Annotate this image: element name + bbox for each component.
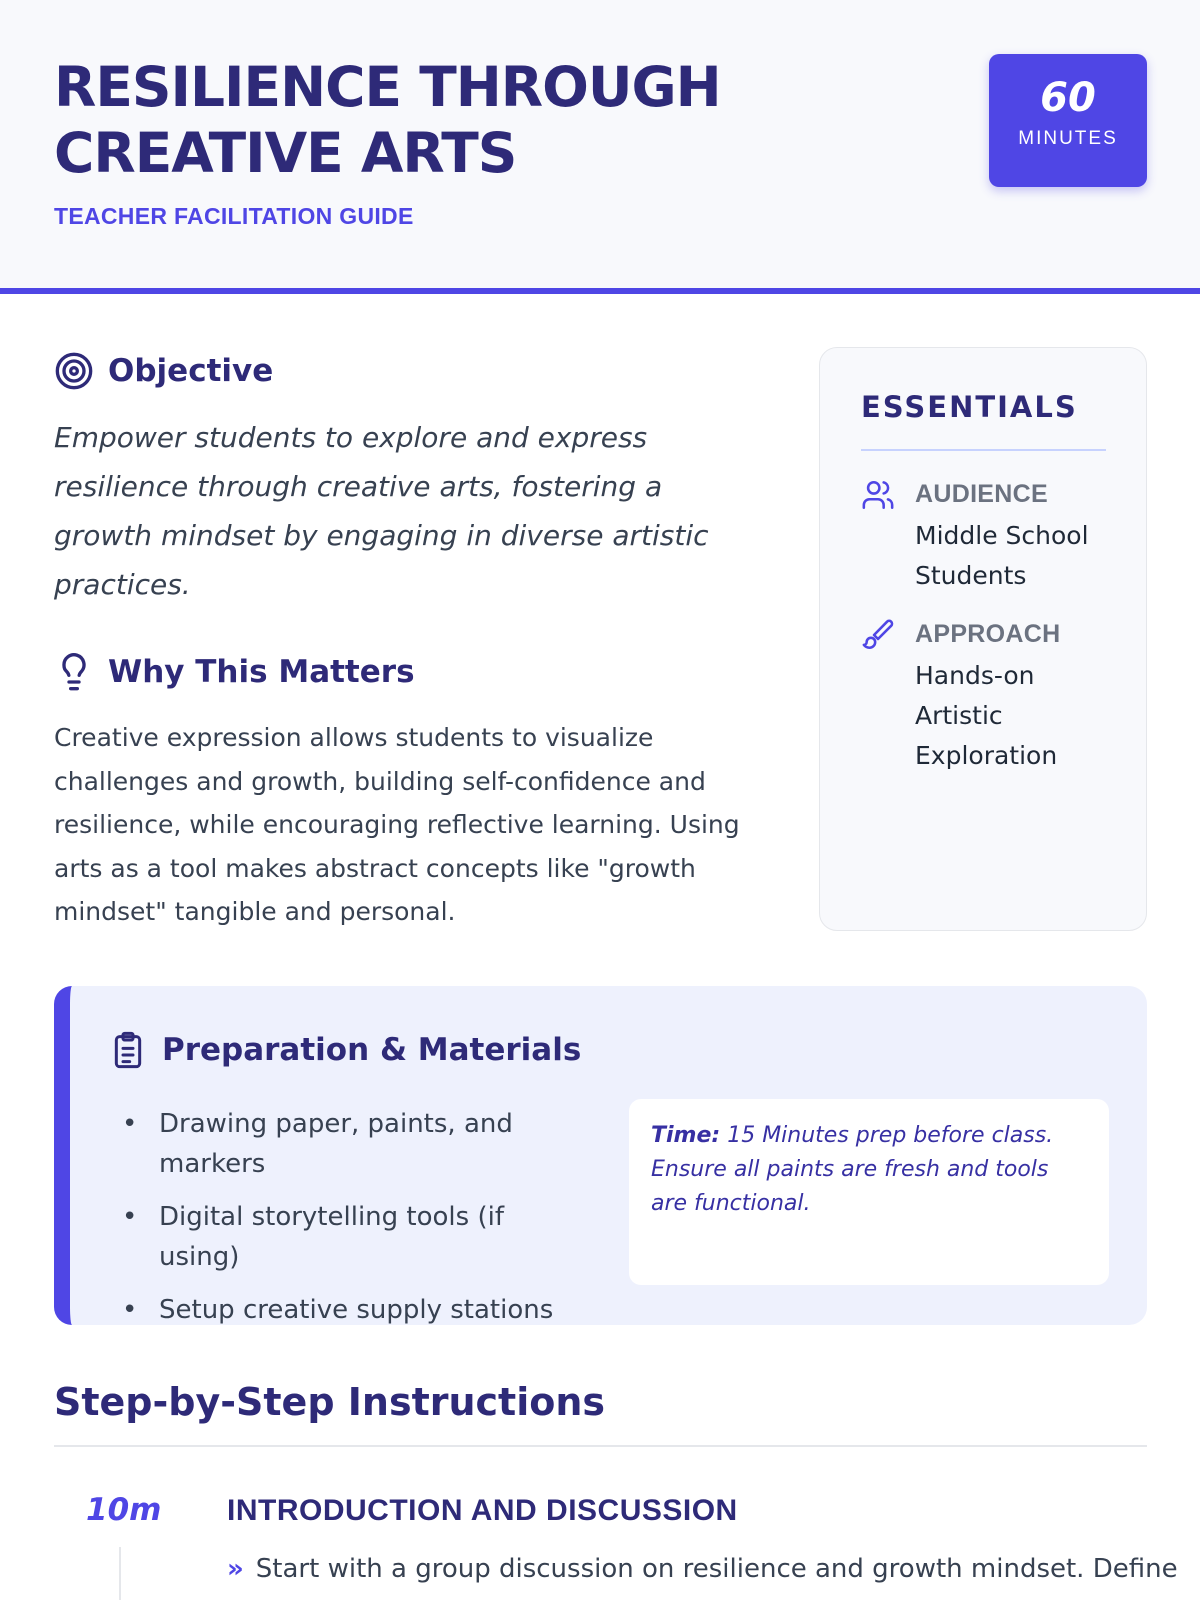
duration-unit: MINUTES xyxy=(1018,128,1118,149)
essentials-label: APPROACH xyxy=(915,620,1061,648)
step-duration: 10m xyxy=(86,1492,162,1528)
preparation-title: Preparation & Materials xyxy=(162,1032,582,1068)
essentials-value: Hands-on Artistic Exploration xyxy=(915,661,1058,770)
page-header xyxy=(0,0,1200,294)
list-item: • Setup creative supply stations xyxy=(122,1290,592,1330)
steps-heading: Step-by-Step Instructions xyxy=(54,1380,606,1424)
target-icon xyxy=(54,351,94,391)
duration-badge xyxy=(989,54,1147,187)
list-item: • Digital storytelling tools (if using) xyxy=(122,1197,592,1277)
step-title: INTRODUCTION AND DISCUSSION xyxy=(227,1494,738,1527)
lightbulb-icon xyxy=(54,652,94,692)
essentials-card xyxy=(819,347,1147,931)
prep-time-note xyxy=(629,1099,1109,1285)
preparation-panel xyxy=(54,986,1147,1325)
page-subtitle: TEACHER FACILITATION GUIDE xyxy=(54,203,414,229)
page-title: RESILIENCE THROUGH CREATIVE ARTS xyxy=(54,55,721,185)
materials-list xyxy=(122,1104,592,1343)
steps-divider xyxy=(54,1445,1147,1447)
why-text: Creative expression allows students to visualize challenges and growth, building self-confidence and resilience, while encouraging reflective learning. Using arts as a tool makes abstract concepts like "growth mindset" tangible and personal. xyxy=(54,723,740,926)
essentials-item-approach xyxy=(861,618,1121,778)
duration-value: 60 xyxy=(1040,75,1096,121)
clipboard-icon xyxy=(108,1030,148,1070)
brush-icon xyxy=(861,618,895,652)
step-timeline-line xyxy=(119,1547,121,1600)
essentials-divider xyxy=(861,449,1106,451)
prep-note-text: 15 Minutes prep before class. Ensure all paints are fresh and tools are functional. xyxy=(651,1123,1054,1216)
users-icon xyxy=(861,478,895,512)
preparation-heading xyxy=(108,1030,581,1070)
why-title: Why This Matters xyxy=(108,654,415,690)
objective-heading xyxy=(54,351,273,391)
list-item: • Drawing paper, paints, and markers xyxy=(122,1104,592,1184)
essentials-item-audience xyxy=(861,478,1121,598)
essentials-value: Middle School Students xyxy=(915,521,1089,590)
step-bullet-text: Start with a group discussion on resilience and growth mindset. Define xyxy=(255,1554,1178,1584)
essentials-title: ESSENTIALS xyxy=(861,390,1078,424)
objective-text: Empower students to explore and express resilience through creative arts, fostering a growth mindset by engaging in diverse artistic practices. xyxy=(54,421,709,601)
chevron-right-icon: » xyxy=(227,1554,244,1584)
why-heading xyxy=(54,652,415,692)
objective-title: Objective xyxy=(108,353,274,389)
step-bullet xyxy=(227,1554,1178,1584)
essentials-label: AUDIENCE xyxy=(915,480,1048,508)
prep-note-label: Time: xyxy=(651,1123,721,1148)
